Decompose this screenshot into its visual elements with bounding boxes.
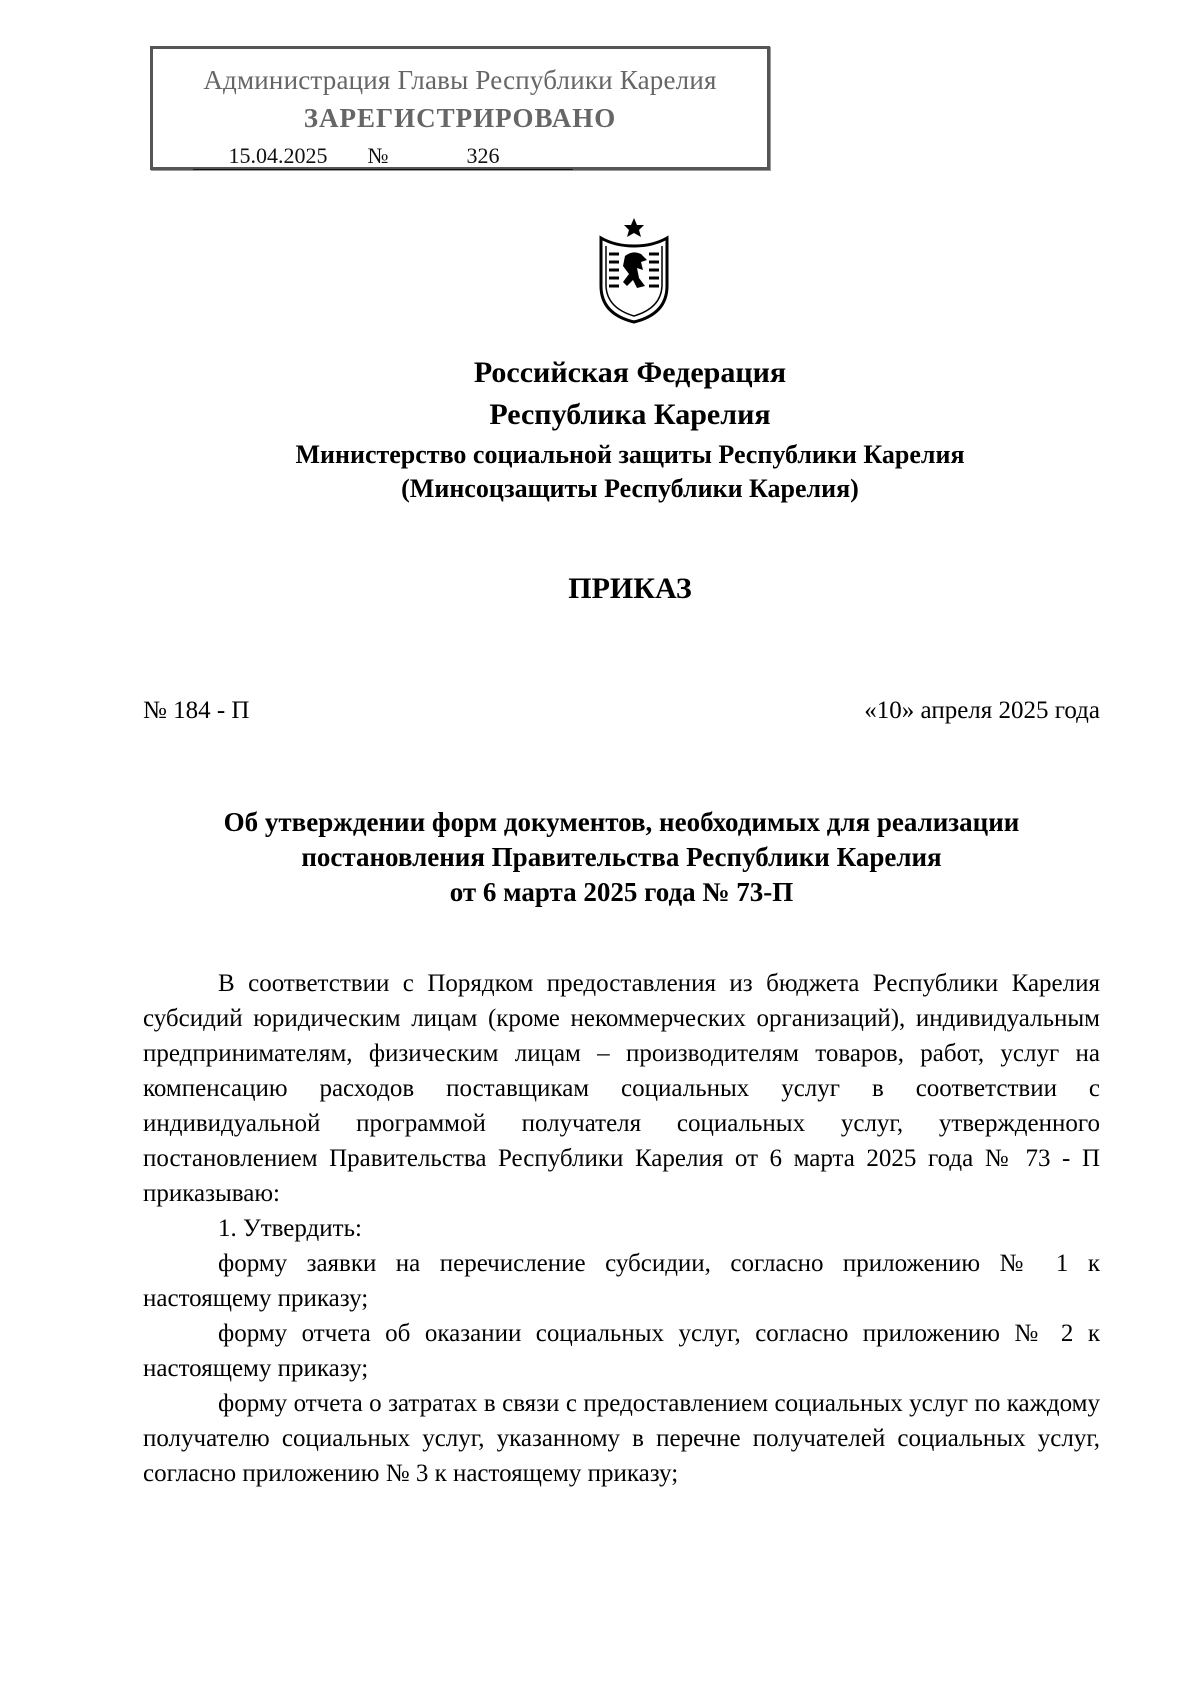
body-preamble: В соответствии с Порядком предоставления из бюджета Республики Карелия субсидий юридическим лицам (кроме некоммерческих организаций), индивидуальным предпринимателям, физическим лицам – производителям товаров, работ, услуг на компенсацию расходов поставщикам социальных услуг в соответствии с индивидуальной программой получателя социальных услуг, утвержденного постановлением Правительства Республики Карелия от 6 марта 2025 года № 73 - П приказываю: [143,970,1100,1207]
body-item: форму заявки на перечисление субсидии, согласно приложению № 1 к настоящему приказу; [143,1250,1100,1312]
karelia-coat-of-arms-icon [595,216,673,324]
body-point-1: 1. Утвердить: [218,1215,362,1242]
order-title-line: постановления Правительства Республики Карелия [301,842,942,872]
body-item: форму отчета о затратах в связи с предоставлением социальных услуг по каждому получателю социальных услуг, указанному в перечне получателей социальных услуг, согласно приложению № 3 к настоящему приказу; [143,1390,1100,1487]
header-ministry-short: (Минсоцзащиты Республики Карелия) [401,474,859,503]
doc-type: ПРИКАЗ [568,572,692,605]
order-date: «10» апреля 2025 года [864,697,1100,724]
header-republic: Республика Карелия [489,398,771,431]
registration-stamp [150,46,770,170]
order-title-line: Об утверждении форм документов, необходимых для реализации [223,807,1020,837]
body-item: форму отчета об оказании социальных услуг, согласно приложению № 2 к настоящему приказу; [143,1320,1100,1382]
stamp-number-sign: № [363,143,393,170]
order-body [143,966,1100,1491]
header-ministry: Министерство социальной защиты Республики Карелия [295,440,965,469]
stamp-number: 326 [393,143,573,170]
header-country: Российская Федерация [473,356,787,389]
order-title-line: от 6 марта 2025 года № 73-П [449,877,794,907]
order-number: № 184 - П [143,697,250,724]
stamp-organization: Администрация Главы Республики Карелия [203,65,717,95]
stamp-status: ЗАРЕГИСТРИРОВАНО [303,103,617,133]
stamp-date: 15.04.2025 [193,143,363,170]
order-number-date-line [143,697,1100,725]
order-title [143,805,1100,910]
stamp-registration-line [193,143,573,170]
